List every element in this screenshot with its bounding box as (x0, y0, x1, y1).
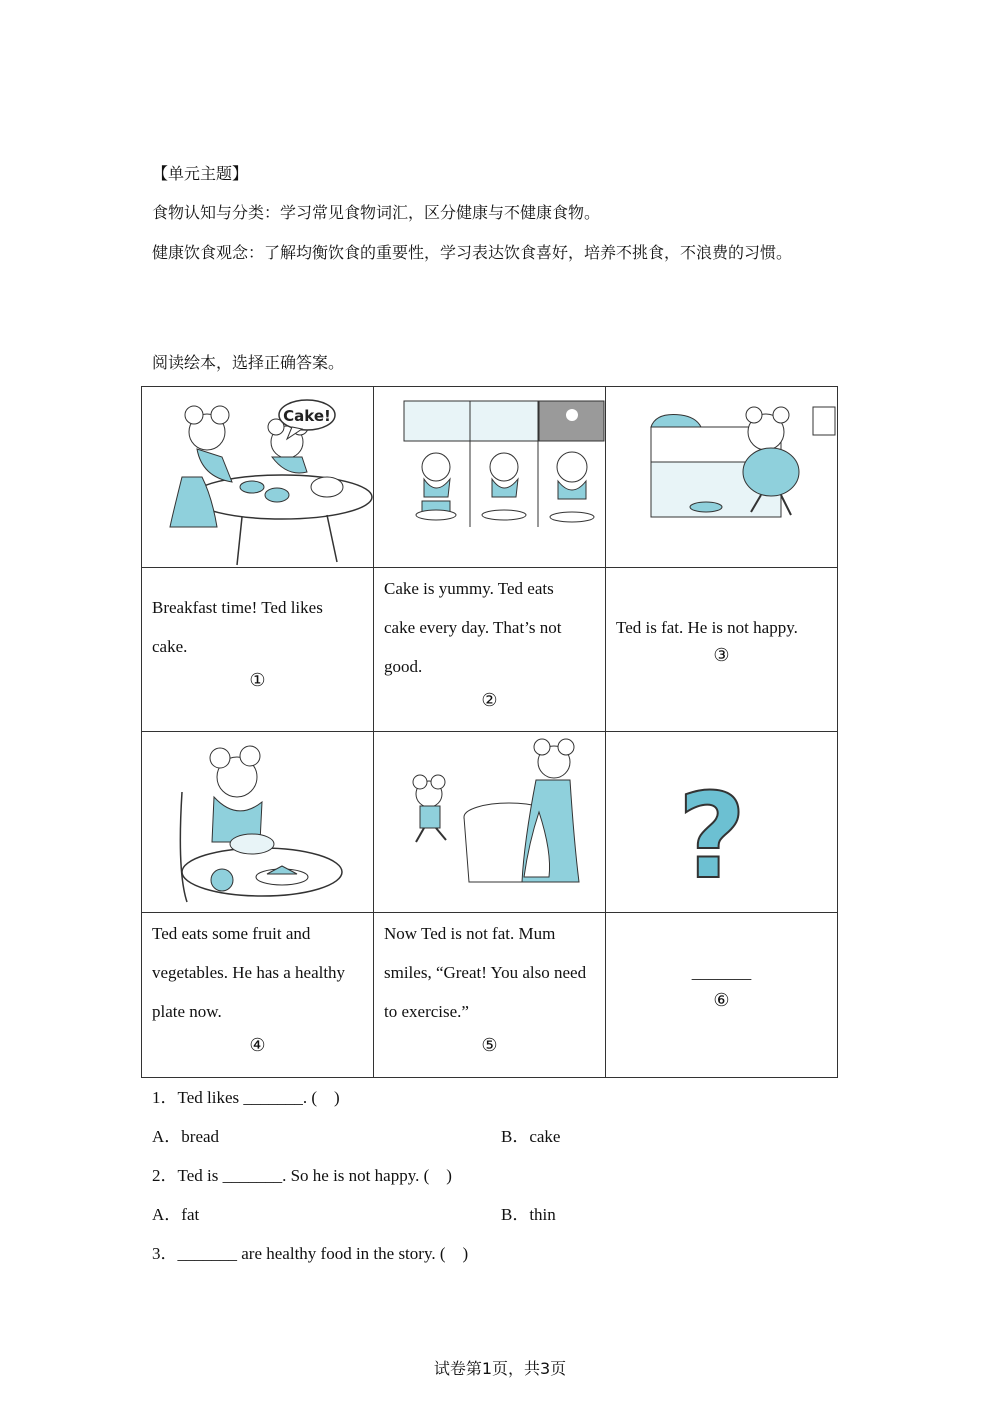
panel-4-line-2: vegetables. He has a healthy (152, 963, 346, 982)
panel-4-image-cell (142, 732, 374, 913)
panel-4-number: ④ (249, 1035, 266, 1056)
panel-1-line-2: cake. (152, 637, 188, 656)
panel-6-number: ⑥ (713, 990, 730, 1011)
panel-3-image-cell (606, 387, 838, 568)
panel-2-text-cell (374, 568, 606, 732)
panel-2-line-3: good. (384, 657, 423, 676)
theme-line-1: 食物认知与分类：学习常见食物词汇，区分健康与不健康食物。 (152, 203, 601, 222)
three-days-cake-illustration (374, 387, 605, 567)
ted-fat-bedroom-illustration (606, 387, 837, 567)
panel-2-number: ② (481, 690, 498, 711)
panel-1-image-cell (142, 387, 374, 568)
question-3-stem: 3．_______ are healthy food in the story. ( ) (152, 1244, 469, 1263)
panel-1-number: ① (249, 670, 266, 691)
question-mark-icon (606, 732, 837, 912)
panel-4-line-3: plate now. (152, 1002, 222, 1021)
question-mark-glyph: ? (677, 767, 747, 905)
mice-breakfast-illustration (142, 387, 373, 567)
panel-1-text-cell (142, 568, 374, 732)
question-2-stem: 2．Ted is _______. So he is not happy. ( ) (152, 1166, 452, 1185)
panel-5-line-2: smiles, “Great! You also need (384, 963, 587, 982)
panel-4-line-1: Ted eats some fruit and (152, 924, 311, 943)
panel-5-line-1: Now Ted is not fat. Mum (384, 924, 556, 943)
panel-6-text-cell (606, 913, 838, 1078)
panel-4-text-cell (142, 913, 374, 1078)
panel-1-line-1: Breakfast time! Ted likes (152, 598, 323, 617)
reading-instruction: 阅读绘本，选择正确答案。 (152, 353, 345, 372)
question-1-option-b: B．cake (501, 1127, 561, 1146)
panel-3-text-cell (606, 568, 838, 732)
panel-6-answer-blank: _______ (691, 963, 752, 982)
unit-theme-heading: 【单元主题】 (152, 164, 249, 183)
ted-exercise-mum-illustration (374, 732, 605, 912)
theme-line-2: 健康饮食观念：了解均衡饮食的重要性，学习表达饮食喜好，培养不挑食，不浪费的习惯。 (152, 243, 793, 262)
panel-2-image-cell (374, 387, 606, 568)
question-1-stem: 1．Ted likes _______. ( ) (152, 1088, 340, 1107)
panel-5-image-cell (374, 732, 606, 913)
panel-3-line-1: Ted is fat. He is not happy. (616, 618, 798, 637)
ted-eating-fruit-illustration (142, 732, 373, 912)
panel-3-number: ③ (713, 645, 730, 666)
panel-6-image-cell (606, 732, 838, 913)
panel-2-line-2: cake every day. That’s not (384, 618, 562, 637)
page-footer: 试卷第1页，共3页 (433, 1359, 567, 1378)
panel-5-line-3: to exercise.” (384, 1002, 469, 1021)
question-1-option-a: A．bread (152, 1127, 220, 1146)
question-2-option-b: B．thin (501, 1205, 556, 1224)
cake-speech-bubble: Cake! (283, 407, 331, 425)
panel-5-number: ⑤ (481, 1035, 498, 1056)
question-2-option-a: A．fat (152, 1205, 200, 1224)
panel-2-line-1: Cake is yummy. Ted eats (384, 579, 554, 598)
story-table (141, 386, 838, 1078)
panel-5-text-cell (374, 913, 606, 1078)
